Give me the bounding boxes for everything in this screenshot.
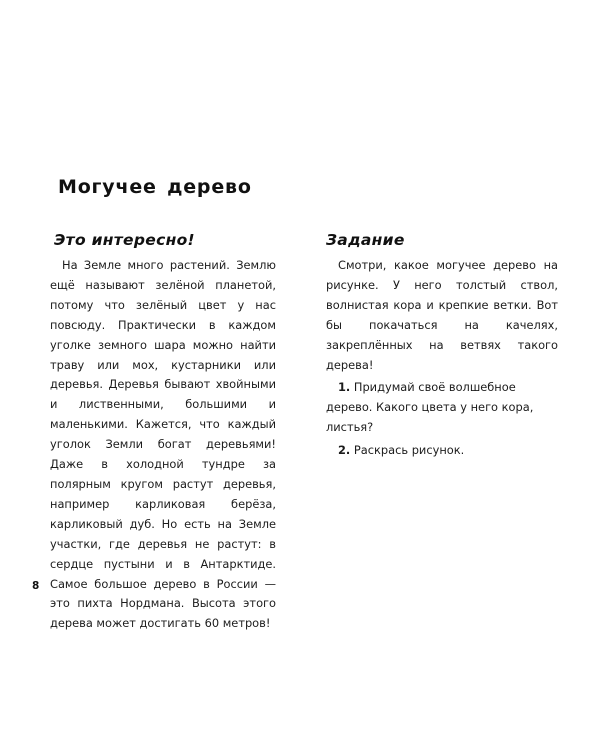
interesting-facts-text: На Земле много растений. Землю ещё называют зелёной планетой, потому что зелёный цвет у нас повсюду. Практически в каждом уголке земного шара можно найти траву или мох, кустарники или деревья. Деревья бывают хвойными и лиственными, большими и маленькими. Кажется, что каждый уголок Земли богат деревьями! Даже в холодной тундре за полярным кругом растут деревья, например карликовая берёза, карликовый дуб. Но есть на Земле участки, где деревья не растут: в сердце пустыни и в Антарктиде. Самое большое дерево в России — это пихта Нордмана. Высота этого дерева может достигать 60 метров!: [50, 258, 276, 631]
task-item-1: [326, 378, 558, 438]
interesting-facts-heading: Это интересно!: [54, 231, 195, 249]
task-item-text: Раскрась рисунок.: [353, 443, 465, 458]
task-heading: Задание: [326, 231, 405, 249]
task-item-text: Придумай своё волшебное дерево. Какого цвета у него кора, листья?: [326, 380, 534, 435]
task-item-number: 1.: [338, 380, 351, 395]
task-section: [326, 228, 558, 461]
interesting-facts-section: [50, 228, 276, 634]
page-title: Могучее дерево: [58, 176, 252, 198]
task-item-2: [326, 441, 558, 461]
page-number: 8: [32, 580, 40, 592]
task-item-number: 2.: [338, 443, 351, 458]
task-intro-text: Смотри, какое могучее дерево на рисунке. У него толстый ствол, волнистая кора и крепкие ветки. Вот бы покачаться на качелях, закреплённых на ветвях такого дерева!: [326, 258, 558, 372]
